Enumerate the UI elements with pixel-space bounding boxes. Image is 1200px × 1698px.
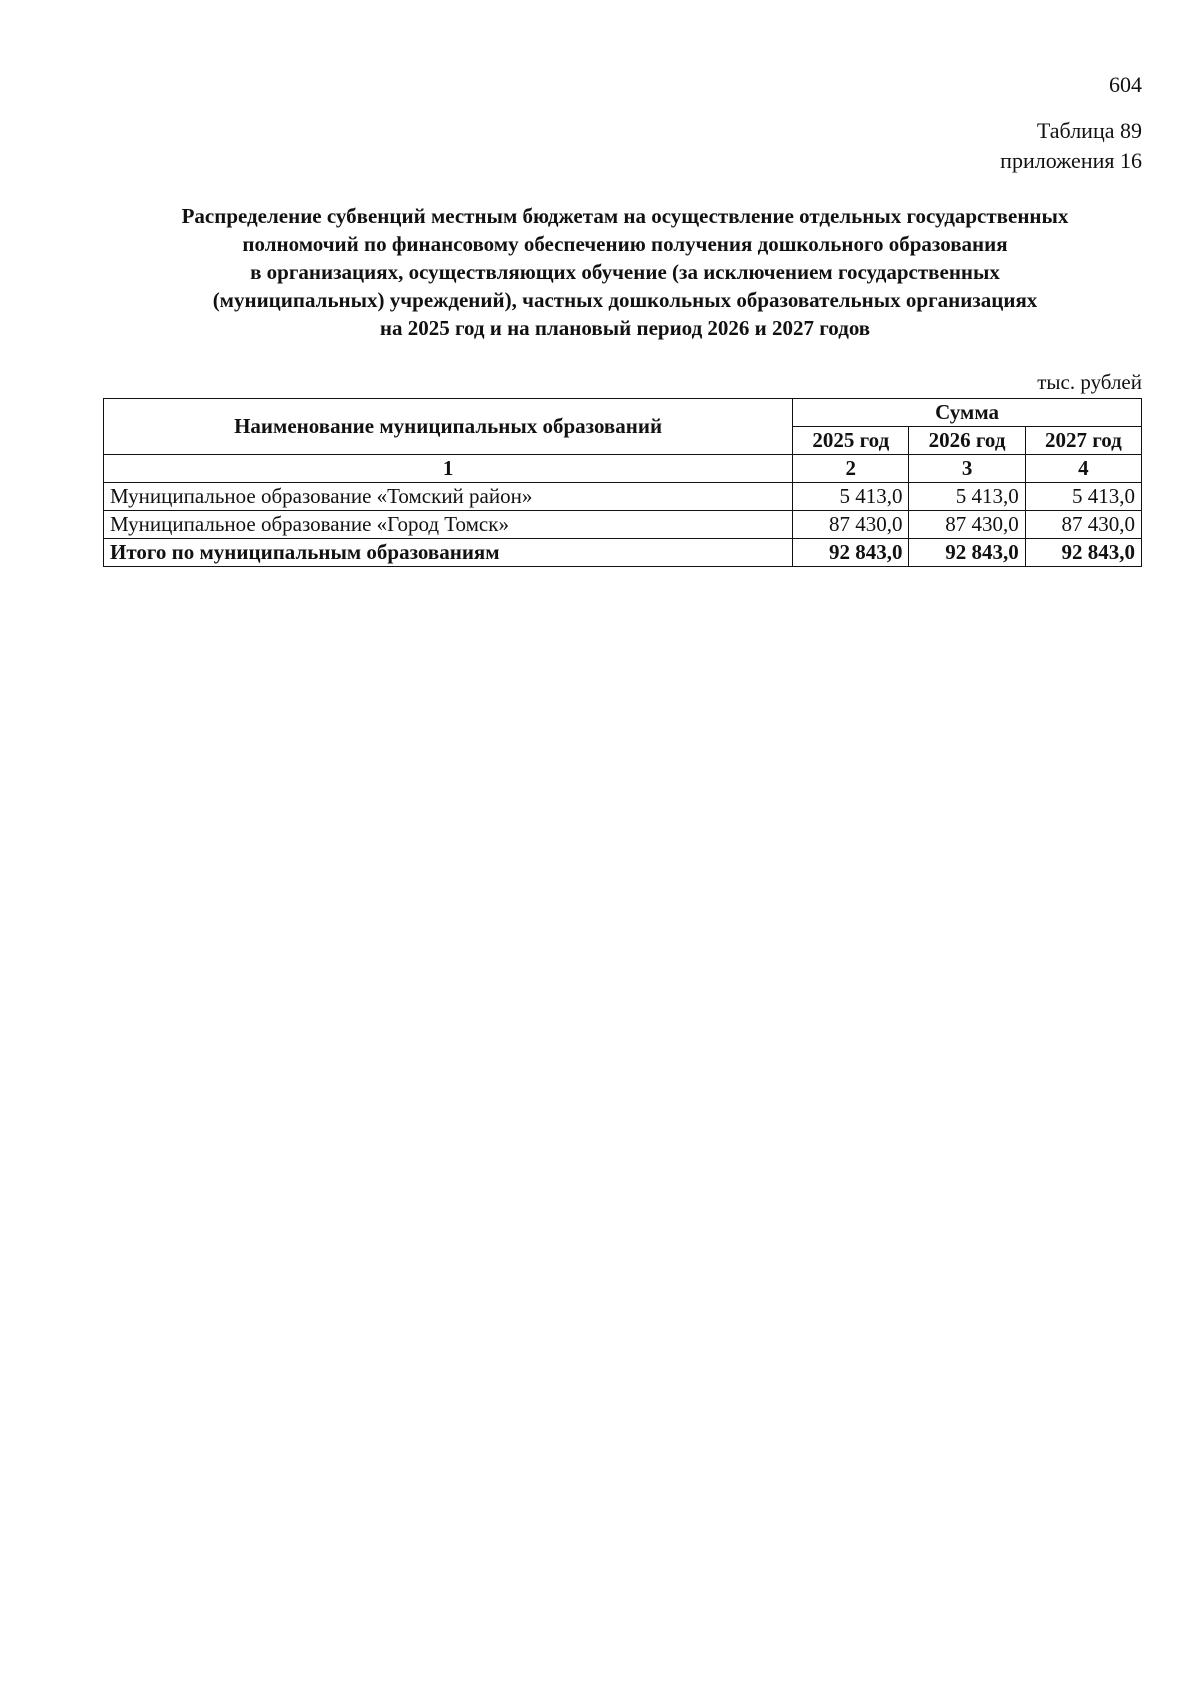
- total-label: Итого по муниципальным образованиям: [104, 539, 793, 567]
- page-number: 604: [1109, 72, 1142, 97]
- document-title: [100, 202, 1150, 342]
- title-line: (муниципальных) учреждений), частных дошкольных образовательных организациях: [212, 288, 1038, 312]
- total-2027: 92 843,0: [1025, 539, 1141, 567]
- amount-2025: 5 413,0: [793, 483, 909, 511]
- header-row: [104, 399, 1142, 427]
- municipality-name: Муниципальное образование «Томский район»: [104, 483, 793, 511]
- appendix-number: приложения 16: [1000, 148, 1142, 173]
- subvention-table: [103, 398, 1142, 567]
- column-index: 4: [1025, 455, 1141, 483]
- amount-2027: 87 430,0: [1025, 511, 1141, 539]
- table-row: [104, 483, 1142, 511]
- amount-2026: 87 430,0: [909, 511, 1025, 539]
- total-row: [104, 539, 1142, 567]
- header-municipality-name: Наименование муниципальных образований: [104, 399, 793, 455]
- column-index: 3: [909, 455, 1025, 483]
- column-index-row: [104, 455, 1142, 483]
- title-line: в организациях, осуществляющих обучение (за исключением государственных: [250, 260, 1000, 284]
- total-2026: 92 843,0: [909, 539, 1025, 567]
- municipality-name: Муниципальное образование «Город Томск»: [104, 511, 793, 539]
- column-index: 2: [793, 455, 909, 483]
- total-2025: 92 843,0: [793, 539, 909, 567]
- table-reference: [1000, 116, 1142, 176]
- header-year-2026: 2026 год: [909, 427, 1025, 455]
- header-year-2025: 2025 год: [793, 427, 909, 455]
- table-row: [104, 511, 1142, 539]
- table-number: Таблица 89: [1036, 118, 1142, 143]
- amount-2026: 5 413,0: [909, 483, 1025, 511]
- header-sum: Сумма: [793, 399, 1142, 427]
- column-index: 1: [104, 455, 793, 483]
- units-label: тыс. рублей: [1037, 370, 1142, 394]
- header-year-2027: 2027 год: [1025, 427, 1141, 455]
- amount-2025: 87 430,0: [793, 511, 909, 539]
- title-line: Распределение субвенций местным бюджетам на осуществление отдельных государственных: [181, 204, 1069, 228]
- title-line: на 2025 год и на плановый период 2026 и 2027 годов: [379, 316, 871, 340]
- amount-2027: 5 413,0: [1025, 483, 1141, 511]
- title-line: полномочий по финансовому обеспечению получения дошкольного образования: [242, 232, 1008, 256]
